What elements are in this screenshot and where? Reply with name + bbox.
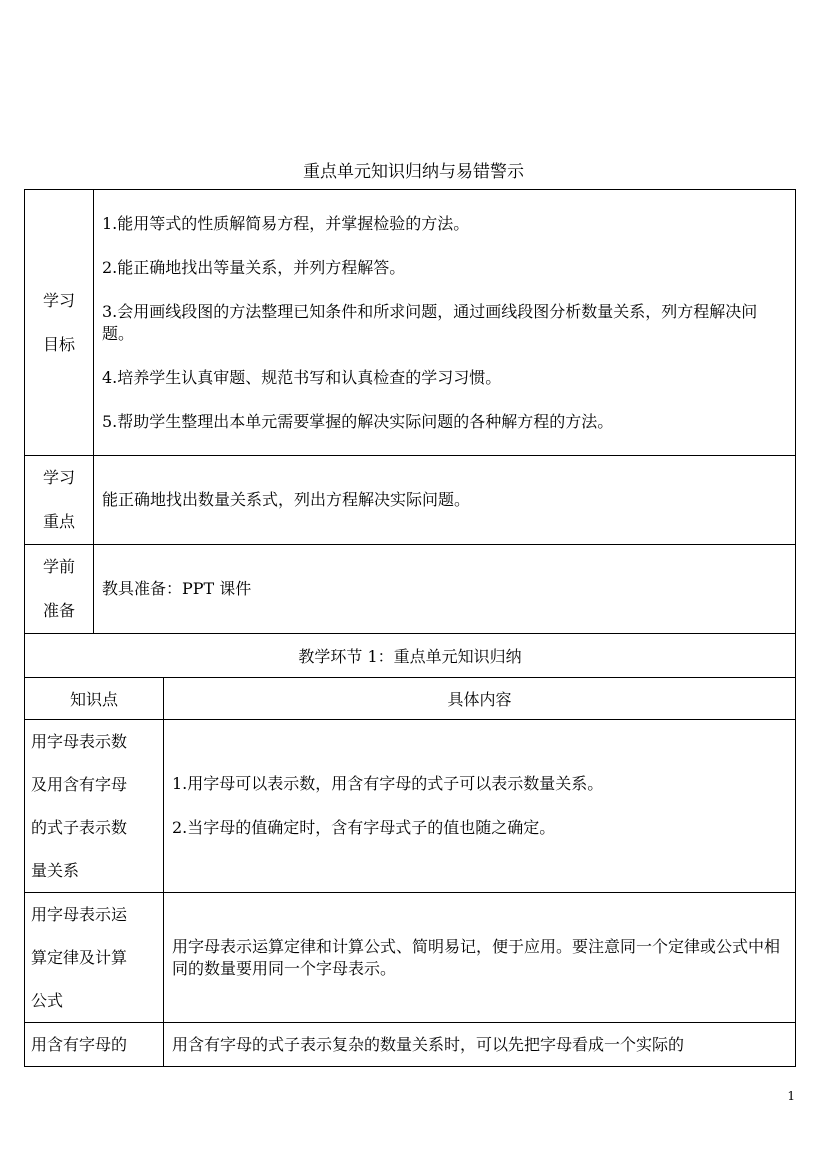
knowledge-point-line: 算定律及计算: [31, 948, 128, 967]
goal-item: 3.会用画线段图的方法整理已知条件和所求问题，通过画线段图分析数量关系，列方程解决问题。: [102, 301, 758, 343]
knowledge-point-cell: [25, 720, 164, 893]
goals-label-line: 学习: [42, 290, 75, 310]
knowledge-point-line: 量关系: [31, 861, 80, 880]
knowledge-point-line: 及用含有字母: [31, 775, 128, 794]
knowledge-content-cell: [164, 893, 796, 1023]
focus-row: [25, 456, 796, 545]
prep-text: 教具准备：PPT 课件: [94, 545, 796, 634]
focus-text: 能正确地找出数量关系式，列出方程解决实际问题。: [94, 456, 796, 545]
goal-item: 1.能用等式的性质解简易方程，并掌握检验的方法。: [102, 213, 470, 233]
knowledge-row: [25, 720, 796, 893]
page-title: 重点单元知识归纳与易错警示: [303, 162, 524, 182]
prep-label-line: 准备: [42, 601, 75, 620]
prep-label-cell: [25, 545, 94, 634]
knowledge-content-cell: [164, 720, 796, 893]
focus-label-line: 学习: [42, 468, 75, 487]
knowledge-point-line: 用字母表示运: [31, 905, 128, 924]
goal-item: 4.培养学生认真审题、规范书写和认真检查的学习习惯。: [102, 367, 502, 387]
knowledge-content-line: 1.用字母可以表示数，用含有字母的式子可以表示数量关系。: [172, 774, 604, 793]
knowledge-content-line: 用字母表示运算定律和计算公式、简明易记，便于应用。要注意同一个定律或公式中相同的数量要用同一个字母表示。: [172, 936, 781, 978]
knowledge-content-line: 用含有字母的式子表示复杂的数量关系时，可以先把字母看成一个实际的: [172, 1034, 685, 1054]
section-title: 教学环节 1：重点单元知识归纳: [25, 634, 796, 678]
goal-item: 5.帮助学生整理出本单元需要掌握的解决实际问题的各种解方程的方法。: [102, 411, 614, 431]
knowledge-point-line: 用字母表示数: [31, 732, 128, 751]
knowledge-point-cell: [25, 893, 164, 1023]
knowledge-point-line: 公式: [31, 991, 64, 1010]
knowledge-content-line: 2.当字母的值确定时，含有字母式子的值也随之确定。: [172, 818, 556, 837]
page-number: 1: [787, 1089, 795, 1103]
lesson-table-wrapper: [24, 189, 795, 1067]
knowledge-point-line: 的式子表示数: [31, 818, 128, 837]
focus-label-cell: [25, 456, 94, 545]
focus-label-line: 重点: [42, 512, 75, 531]
goals-label-cell: [25, 190, 94, 456]
goals-content-cell: [94, 190, 796, 456]
lesson-table: [24, 189, 796, 1067]
knowledge-point-line: 用含有字母的: [31, 1035, 128, 1054]
prep-row: [25, 545, 796, 634]
knowledge-row: [25, 893, 796, 1023]
goal-item: 2.能正确地找出等量关系，并列方程解答。: [102, 257, 406, 277]
prep-label-line: 学前: [42, 557, 75, 576]
knowledge-content-cell: [164, 1023, 796, 1067]
column-header-point: 知识点: [25, 678, 164, 720]
column-header-row: [25, 678, 796, 720]
goals-label-line: 目标: [42, 334, 75, 354]
goals-row: [25, 190, 796, 456]
column-header-content: 具体内容: [164, 678, 796, 720]
knowledge-row: [25, 1023, 796, 1067]
knowledge-point-cell: [25, 1023, 164, 1067]
section-title-row: [25, 634, 796, 678]
